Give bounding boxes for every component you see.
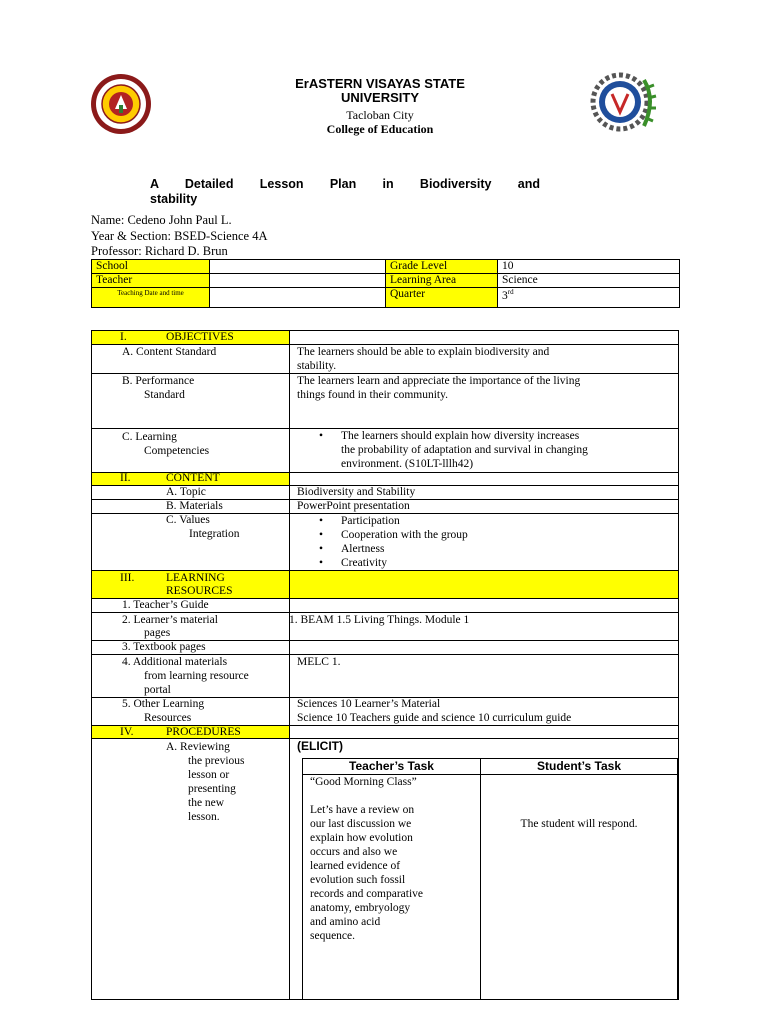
teacher-task-header: Teacher’s Task — [349, 759, 434, 773]
procedures-heading: PROCEDURES — [166, 726, 241, 738]
university-name-line1: ErASTERN VISAYAS STATE — [295, 76, 465, 91]
other-resources-value-2: Science 10 Teachers guide and science 10 curriculum guide — [297, 712, 572, 724]
teacher-task-line: anatomy, embryology — [310, 902, 411, 914]
college-of-education-logo-icon — [586, 70, 658, 134]
additional-materials-label-3: portal — [144, 684, 171, 696]
document-title-line2: stability — [150, 192, 198, 206]
professor-name: Professor: Richard D. Brun — [91, 244, 228, 258]
quarter-label: Quarter — [386, 288, 498, 308]
lesson-plan-table — [91, 330, 679, 1000]
other-resources-value-1: Sciences 10 Learner’s Material — [297, 698, 441, 710]
learning-area-label: Learning Area — [386, 274, 498, 288]
elicit-heading: (ELICIT) — [297, 739, 343, 753]
learners-material-value: 1. BEAM 1.5 Living Things. Module 1 — [289, 614, 470, 626]
textbook-pages-label: 3. Textbook pages — [122, 641, 206, 653]
university-seal-logo — [90, 73, 152, 135]
topic-label: A. Topic — [166, 486, 206, 498]
content-standard-label: A. Content Standard — [122, 346, 217, 358]
reviewing-label: presenting — [188, 783, 236, 795]
competency-text-2: the probability of adaptation and survival in changing — [341, 444, 588, 456]
reviewing-label: the new — [188, 797, 225, 809]
teacher-task-line: and amino acid — [310, 916, 381, 928]
competency-bullet: • The learners should explain how diversity increases — [341, 429, 579, 443]
values-label-1: C. Values — [166, 514, 210, 526]
evsu-seal-icon — [90, 73, 152, 135]
learners-material-label-1: 2. Learner’s material — [122, 614, 218, 626]
college-name: College of Education — [326, 122, 434, 136]
teacher-label: Teacher — [92, 274, 210, 288]
value-item: • Cooperation with the group — [341, 528, 468, 542]
teacher-task-line: records and comparative — [310, 888, 424, 900]
topic-value: Biodiversity and Stability — [297, 486, 416, 498]
procedures-number: IV. — [120, 726, 134, 738]
resources-heading-2: RESOURCES — [166, 585, 233, 597]
performance-standard-text-1: The learners learn and appreciate the importance of the living — [297, 375, 581, 387]
learning-area-value: Science — [498, 274, 680, 288]
reviewing-label: the previous — [188, 755, 245, 767]
value-item: • Participation — [341, 514, 400, 528]
content-standard-text-1: The learners should be able to explain biodiversity and — [297, 346, 550, 358]
objectives-heading: OBJECTIVES — [166, 331, 234, 343]
performance-standard-text-2: things found in their community. — [297, 389, 448, 401]
student-name: Name: Cedeno John Paul L. — [91, 213, 232, 227]
year-section: Year & Section: BSED-Science 4A — [91, 229, 268, 243]
university-name-line2: UNIVERSITY — [340, 90, 419, 105]
quarter-value-cell — [498, 288, 680, 308]
teacher-greeting: “Good Morning Class” — [310, 776, 417, 788]
task-table — [302, 758, 678, 1000]
competency-text-3: environment. (S10LT-lllh42) — [341, 458, 474, 470]
reviewing-label: lesson. — [188, 811, 220, 823]
teacher-task-line: evolution such fossil — [310, 874, 406, 886]
task-column-divider — [480, 759, 481, 999]
additional-materials-label-1: 4. Additional materials — [122, 656, 228, 668]
teacher-task-line: occurs and also we — [310, 846, 398, 858]
performance-standard-label-2: Standard — [144, 389, 185, 401]
competencies-label-1: C. Learning — [122, 431, 177, 443]
additional-materials-label-2: from learning resource — [144, 670, 249, 682]
performance-standard-label-1: B. Performance — [122, 375, 195, 387]
info-table — [91, 259, 680, 308]
other-resources-label-2: Resources — [144, 712, 192, 724]
document-title-line1: A Detailed Lesson Plan in Biodiversity and — [150, 177, 540, 191]
materials-value: PowerPoint presentation — [297, 500, 410, 512]
materials-label: B. Materials — [166, 500, 223, 512]
grade-level-label: Grade Level — [386, 260, 498, 274]
teacher-task-line: our last discussion we — [310, 818, 412, 830]
reviewing-label: lesson or — [188, 769, 230, 781]
teacher-task-line: Let’s have a review on — [310, 804, 415, 816]
teachers-guide-label: 1. Teacher’s Guide — [122, 599, 209, 611]
reviewing-label: A. Reviewing — [166, 741, 230, 753]
value-item: • Alertness — [341, 542, 384, 556]
additional-materials-value: MELC 1. — [297, 656, 341, 668]
university-name — [230, 77, 530, 105]
teaching-date-value — [210, 288, 386, 308]
teaching-date-label: Teaching Date and time — [92, 288, 210, 308]
teacher-value — [210, 274, 386, 288]
value-item: • Creativity — [341, 556, 387, 570]
resources-heading-1: LEARNING — [166, 572, 225, 584]
student-response: The student will respond. — [520, 818, 638, 830]
other-resources-label-1: 5. Other Learning — [122, 698, 205, 710]
city-text: Tacloban City — [346, 108, 414, 122]
student-task-header: Student’s Task — [536, 759, 622, 773]
column-divider — [289, 331, 290, 999]
grade-level-value: 10 — [498, 260, 680, 274]
teacher-task-line: explain how evolution — [310, 832, 413, 844]
teacher-task-line: learned evidence of — [310, 860, 401, 872]
content-number: II. — [120, 472, 131, 484]
content-heading: CONTENT — [166, 472, 220, 484]
quarter-suffix: rd — [507, 288, 514, 296]
values-label-2: Integration — [189, 528, 240, 540]
school-value — [210, 260, 386, 274]
learners-material-label-2: pages — [144, 627, 171, 639]
teacher-task-line: sequence. — [310, 930, 356, 942]
school-label: School — [92, 260, 210, 274]
resources-number: III. — [120, 572, 135, 584]
quarter-value: 3 — [502, 289, 508, 302]
competencies-label-2: Competencies — [144, 445, 210, 457]
content-standard-text-2: stability. — [297, 360, 337, 372]
college-logo — [586, 70, 658, 134]
objectives-number: I. — [120, 331, 127, 343]
